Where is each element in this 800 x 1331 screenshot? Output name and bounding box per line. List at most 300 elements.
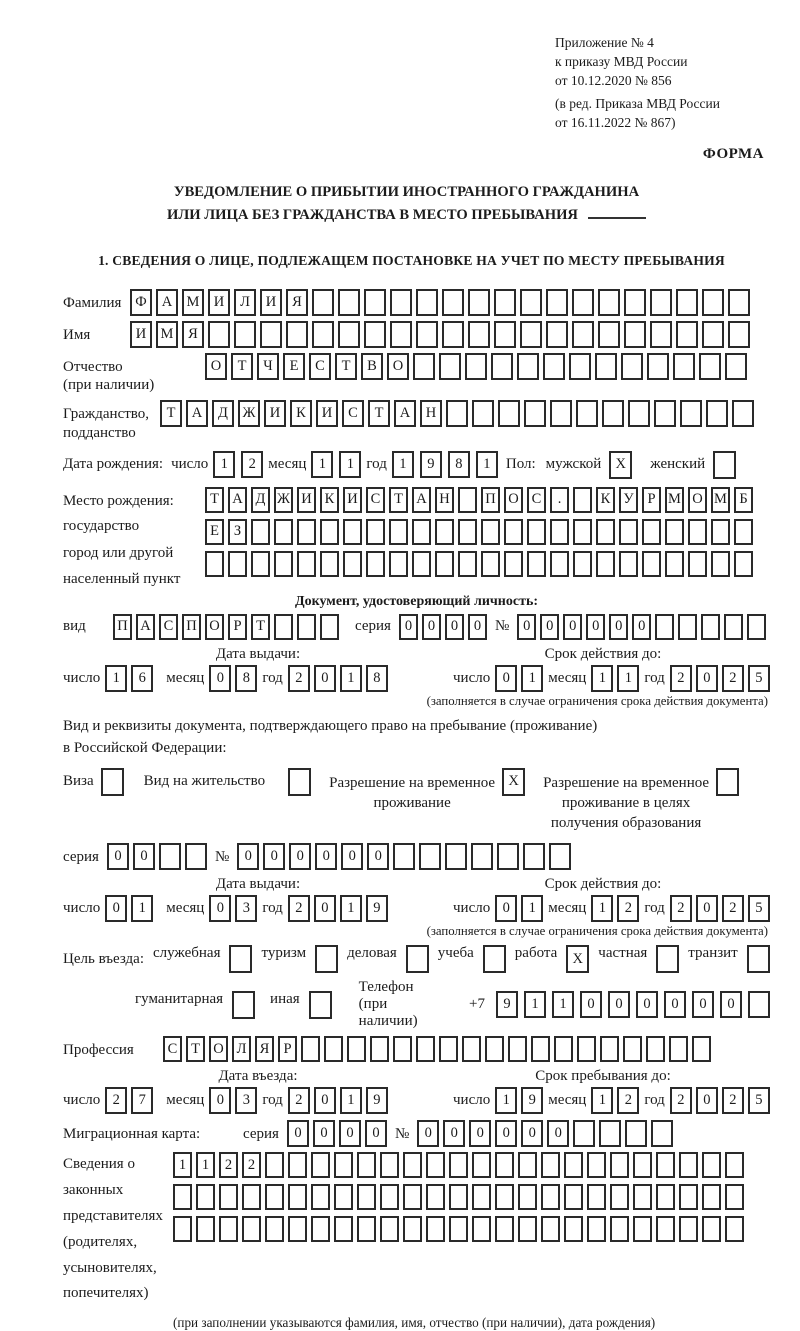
char-cell[interactable]: 5 [748,895,770,922]
char-cell[interactable]: Ж [238,400,260,427]
char-cell[interactable] [546,289,568,316]
char-cell[interactable]: 0 [696,895,718,922]
char-cell[interactable] [713,451,736,479]
char-cell[interactable]: 0 [608,991,630,1018]
char-cell[interactable]: 0 [563,614,582,640]
doc-issue-day[interactable] [105,665,153,692]
doc-number-input[interactable] [517,614,766,640]
char-cell[interactable] [251,551,270,577]
char-cell[interactable]: 2 [722,1087,744,1114]
char-cell[interactable]: 1 [340,665,362,692]
char-cell[interactable] [366,519,385,545]
char-cell[interactable]: 0 [399,614,418,640]
char-cell[interactable]: 3 [235,895,257,922]
permit-valid-month[interactable] [591,895,639,922]
char-cell[interactable] [205,551,224,577]
char-cell[interactable]: 9 [521,1087,543,1114]
char-cell[interactable]: П [182,614,201,640]
char-cell[interactable] [587,1216,606,1242]
char-cell[interactable] [288,1152,307,1178]
char-cell[interactable] [426,1152,445,1178]
char-cell[interactable]: 0 [517,614,536,640]
char-cell[interactable] [311,1184,330,1210]
char-cell[interactable] [748,991,770,1018]
char-cell[interactable] [338,321,360,348]
char-cell[interactable] [520,289,542,316]
char-cell[interactable] [185,843,207,870]
doc-series-input[interactable] [399,614,487,640]
char-cell[interactable]: 1 [173,1152,192,1178]
char-cell[interactable] [159,843,181,870]
char-cell[interactable]: 9 [366,895,388,922]
char-cell[interactable]: К [320,487,339,513]
char-cell[interactable] [196,1216,215,1242]
char-cell[interactable] [676,321,698,348]
char-cell[interactable]: 0 [209,895,231,922]
char-cell[interactable] [286,321,308,348]
char-cell[interactable] [472,1184,491,1210]
char-cell[interactable] [364,289,386,316]
entry-year[interactable] [288,1087,388,1114]
char-cell[interactable] [491,353,513,380]
char-cell[interactable] [642,551,661,577]
char-cell[interactable] [468,321,490,348]
char-cell[interactable]: 9 [496,991,518,1018]
char-cell[interactable]: 0 [315,843,337,870]
char-cell[interactable] [656,1184,675,1210]
char-cell[interactable]: 0 [313,1120,335,1147]
char-cell[interactable] [426,1216,445,1242]
char-cell[interactable]: . [550,487,569,513]
char-cell[interactable]: X [609,451,632,479]
doc-valid-day[interactable] [495,665,543,692]
char-cell[interactable]: 2 [288,1087,310,1114]
char-cell[interactable]: О [205,614,224,640]
char-cell[interactable]: 0 [696,665,718,692]
char-cell[interactable]: 0 [586,614,605,640]
char-cell[interactable] [625,1120,647,1147]
char-cell[interactable]: 0 [367,843,389,870]
char-cell[interactable] [549,843,571,870]
char-cell[interactable] [406,945,429,973]
char-cell[interactable] [173,1184,192,1210]
char-cell[interactable] [732,400,754,427]
char-cell[interactable] [572,321,594,348]
char-cell[interactable] [518,1184,537,1210]
char-cell[interactable] [234,321,256,348]
char-cell[interactable]: Н [435,487,454,513]
char-cell[interactable] [680,400,702,427]
char-cell[interactable]: А [228,487,247,513]
char-cell[interactable]: 0 [105,895,127,922]
char-cell[interactable]: Я [286,289,308,316]
char-cell[interactable] [679,1216,698,1242]
char-cell[interactable] [669,1036,688,1062]
char-cell[interactable]: К [290,400,312,427]
char-cell[interactable] [320,614,339,640]
char-cell[interactable]: 2 [105,1087,127,1114]
char-cell[interactable] [701,614,720,640]
char-cell[interactable] [550,519,569,545]
char-cell[interactable]: 0 [495,665,517,692]
char-cell[interactable]: 2 [241,451,263,478]
char-cell[interactable] [442,321,464,348]
char-cell[interactable]: С [366,487,385,513]
char-cell[interactable] [393,843,415,870]
char-cell[interactable] [334,1184,353,1210]
char-cell[interactable] [311,1216,330,1242]
char-cell[interactable]: 1 [340,1087,362,1114]
char-cell[interactable]: Т [186,1036,205,1062]
char-cell[interactable] [380,1152,399,1178]
char-cell[interactable] [462,1036,481,1062]
char-cell[interactable] [725,1216,744,1242]
char-cell[interactable]: Р [278,1036,297,1062]
doc-issue-year[interactable] [288,665,388,692]
char-cell[interactable] [624,321,646,348]
char-cell[interactable] [347,1036,366,1062]
visa-checkbox[interactable] [101,768,124,796]
char-cell[interactable] [577,1036,596,1062]
char-cell[interactable] [546,321,568,348]
char-cell[interactable] [598,321,620,348]
char-cell[interactable] [208,321,230,348]
char-cell[interactable] [595,353,617,380]
char-cell[interactable]: 0 [341,843,363,870]
char-cell[interactable] [265,1216,284,1242]
char-cell[interactable]: 0 [664,991,686,1018]
char-cell[interactable]: В [361,353,383,380]
phone-input[interactable] [494,991,770,1018]
char-cell[interactable] [229,945,252,973]
char-cell[interactable] [366,551,385,577]
char-cell[interactable] [389,519,408,545]
char-cell[interactable] [274,519,293,545]
char-cell[interactable]: 0 [365,1120,387,1147]
char-cell[interactable] [517,353,539,380]
char-cell[interactable] [449,1216,468,1242]
char-cell[interactable]: 1 [591,665,613,692]
char-cell[interactable] [655,614,674,640]
char-cell[interactable]: 0 [468,614,487,640]
char-cell[interactable] [524,400,546,427]
char-cell[interactable]: 0 [636,991,658,1018]
char-cell[interactable]: И [208,289,230,316]
char-cell[interactable] [728,321,750,348]
char-cell[interactable] [334,1216,353,1242]
stay-year[interactable] [670,1087,770,1114]
char-cell[interactable] [656,1152,675,1178]
char-cell[interactable]: 0 [692,991,714,1018]
birth-month-input[interactable] [311,451,361,478]
char-cell[interactable] [702,321,724,348]
char-cell[interactable] [619,519,638,545]
char-cell[interactable] [564,1184,583,1210]
char-cell[interactable] [679,1184,698,1210]
char-cell[interactable] [472,1216,491,1242]
char-cell[interactable]: Е [283,353,305,380]
char-cell[interactable]: 6 [131,665,153,692]
char-cell[interactable] [324,1036,343,1062]
char-cell[interactable] [357,1216,376,1242]
char-cell[interactable] [651,1120,673,1147]
char-cell[interactable]: 1 [131,895,153,922]
char-cell[interactable] [442,289,464,316]
char-cell[interactable] [598,289,620,316]
char-cell[interactable]: 2 [670,895,692,922]
char-cell[interactable]: И [297,487,316,513]
char-cell[interactable]: И [316,400,338,427]
char-cell[interactable]: Ж [274,487,293,513]
patronymic-input[interactable] [205,353,747,380]
char-cell[interactable] [628,400,650,427]
char-cell[interactable] [228,551,247,577]
entry-month[interactable] [209,1087,257,1114]
char-cell[interactable] [439,1036,458,1062]
char-cell[interactable]: З [228,519,247,545]
char-cell[interactable] [390,289,412,316]
char-cell[interactable] [343,551,362,577]
char-cell[interactable] [621,353,643,380]
purpose-work-checkbox[interactable] [564,945,589,973]
char-cell[interactable]: 1 [213,451,235,478]
char-cell[interactable]: 0 [696,1087,718,1114]
doc-valid-year[interactable] [670,665,770,692]
char-cell[interactable] [364,321,386,348]
char-cell[interactable] [439,353,461,380]
char-cell[interactable] [416,289,438,316]
char-cell[interactable]: Т [335,353,357,380]
char-cell[interactable]: 0 [540,614,559,640]
char-cell[interactable]: 1 [552,991,574,1018]
char-cell[interactable]: 8 [448,451,470,478]
char-cell[interactable]: 9 [420,451,442,478]
birth-year-input[interactable] [392,451,498,478]
char-cell[interactable]: О [504,487,523,513]
char-cell[interactable]: 0 [422,614,441,640]
char-cell[interactable] [481,519,500,545]
char-cell[interactable] [403,1184,422,1210]
char-cell[interactable]: 2 [242,1152,261,1178]
char-cell[interactable] [504,519,523,545]
char-cell[interactable] [596,551,615,577]
char-cell[interactable]: 1 [521,665,543,692]
permit-number-input[interactable] [237,843,571,870]
char-cell[interactable] [699,353,721,380]
char-cell[interactable] [274,614,293,640]
char-cell[interactable]: 2 [617,1087,639,1114]
char-cell[interactable]: О [205,353,227,380]
char-cell[interactable]: 1 [591,1087,613,1114]
char-cell[interactable] [380,1216,399,1242]
char-cell[interactable] [599,1120,621,1147]
char-cell[interactable] [725,1184,744,1210]
purpose-tourism-checkbox[interactable] [313,945,338,973]
char-cell[interactable]: 0 [417,1120,439,1147]
representatives-line2-input[interactable] [173,1184,744,1210]
permit-valid-year[interactable] [670,895,770,922]
char-cell[interactable] [711,519,730,545]
char-cell[interactable]: 0 [263,843,285,870]
char-cell[interactable]: М [182,289,204,316]
char-cell[interactable]: 0 [443,1120,465,1147]
doc-issue-month[interactable] [209,665,257,692]
purpose-transit-checkbox[interactable] [745,945,770,973]
char-cell[interactable] [550,551,569,577]
char-cell[interactable]: 5 [748,1087,770,1114]
char-cell[interactable] [642,519,661,545]
char-cell[interactable] [624,289,646,316]
char-cell[interactable] [472,400,494,427]
char-cell[interactable]: 0 [720,991,742,1018]
char-cell[interactable]: 0 [580,991,602,1018]
char-cell[interactable] [602,400,624,427]
purpose-study-checkbox[interactable] [481,945,506,973]
char-cell[interactable]: 2 [722,895,744,922]
char-cell[interactable] [706,400,728,427]
char-cell[interactable] [734,551,753,577]
char-cell[interactable]: А [412,487,431,513]
char-cell[interactable] [665,551,684,577]
char-cell[interactable]: Я [255,1036,274,1062]
profession-input[interactable] [163,1036,711,1062]
char-cell[interactable]: 2 [288,665,310,692]
char-cell[interactable] [274,551,293,577]
char-cell[interactable]: 1 [392,451,414,478]
firstname-input[interactable] [130,321,750,348]
char-cell[interactable] [315,945,338,973]
permit-issue-month[interactable] [209,895,257,922]
char-cell[interactable]: С [342,400,364,427]
char-cell[interactable] [688,551,707,577]
char-cell[interactable]: 1 [105,665,127,692]
permit-valid-day[interactable] [495,895,543,922]
char-cell[interactable] [508,1036,527,1062]
char-cell[interactable]: О [387,353,409,380]
char-cell[interactable]: 0 [209,1087,231,1114]
char-cell[interactable]: 0 [339,1120,361,1147]
char-cell[interactable] [251,519,270,545]
char-cell[interactable] [619,551,638,577]
char-cell[interactable] [370,1036,389,1062]
char-cell[interactable]: Т [389,487,408,513]
char-cell[interactable] [623,1036,642,1062]
char-cell[interactable] [338,289,360,316]
char-cell[interactable]: 2 [219,1152,238,1178]
char-cell[interactable]: 2 [722,665,744,692]
char-cell[interactable] [416,321,438,348]
char-cell[interactable] [573,519,592,545]
char-cell[interactable] [288,768,311,796]
stay-month[interactable] [591,1087,639,1114]
char-cell[interactable] [219,1216,238,1242]
char-cell[interactable]: Т [251,614,270,640]
char-cell[interactable] [494,289,516,316]
char-cell[interactable]: Т [205,487,224,513]
doc-valid-month[interactable] [591,665,639,692]
purpose-private-checkbox[interactable] [654,945,679,973]
char-cell[interactable]: У [619,487,638,513]
char-cell[interactable] [564,1216,583,1242]
char-cell[interactable]: X [502,768,525,796]
char-cell[interactable]: 9 [366,1087,388,1114]
char-cell[interactable]: 1 [521,895,543,922]
char-cell[interactable]: 3 [235,1087,257,1114]
char-cell[interactable]: 0 [287,1120,309,1147]
char-cell[interactable] [747,614,766,640]
char-cell[interactable]: О [209,1036,228,1062]
char-cell[interactable]: Н [420,400,442,427]
migration-series-input[interactable] [287,1120,387,1147]
char-cell[interactable]: А [156,289,178,316]
char-cell[interactable] [312,289,334,316]
char-cell[interactable] [260,321,282,348]
char-cell[interactable] [587,1152,606,1178]
char-cell[interactable] [288,1184,307,1210]
char-cell[interactable] [576,400,598,427]
char-cell[interactable] [101,768,124,796]
char-cell[interactable]: Я [182,321,204,348]
char-cell[interactable] [504,551,523,577]
char-cell[interactable] [413,353,435,380]
birth-day-input[interactable] [213,451,263,478]
char-cell[interactable]: К [596,487,615,513]
entry-day[interactable] [105,1087,153,1114]
char-cell[interactable]: 1 [311,451,333,478]
char-cell[interactable] [573,551,592,577]
char-cell[interactable] [494,321,516,348]
char-cell[interactable]: И [260,289,282,316]
char-cell[interactable]: М [665,487,684,513]
char-cell[interactable]: Д [212,400,234,427]
char-cell[interactable]: Р [642,487,661,513]
char-cell[interactable] [498,400,520,427]
char-cell[interactable]: Д [251,487,270,513]
char-cell[interactable] [573,1120,595,1147]
char-cell[interactable] [656,1216,675,1242]
char-cell[interactable] [219,1184,238,1210]
char-cell[interactable] [357,1184,376,1210]
char-cell[interactable] [312,321,334,348]
char-cell[interactable] [419,843,441,870]
char-cell[interactable] [311,1152,330,1178]
char-cell[interactable] [471,843,493,870]
char-cell[interactable] [679,1152,698,1178]
char-cell[interactable]: Т [160,400,182,427]
char-cell[interactable] [483,945,506,973]
char-cell[interactable] [678,614,697,640]
permit-issue-year[interactable] [288,895,388,922]
purpose-humanitarian-checkbox[interactable] [230,991,255,1019]
char-cell[interactable] [610,1152,629,1178]
char-cell[interactable]: 0 [521,1120,543,1147]
char-cell[interactable] [518,1152,537,1178]
char-cell[interactable] [320,551,339,577]
char-cell[interactable]: Т [368,400,390,427]
stay-day[interactable] [495,1087,543,1114]
char-cell[interactable] [242,1184,261,1210]
char-cell[interactable]: И [130,321,152,348]
char-cell[interactable]: 1 [617,665,639,692]
char-cell[interactable] [673,353,695,380]
char-cell[interactable]: М [156,321,178,348]
char-cell[interactable] [297,614,316,640]
char-cell[interactable]: 0 [314,1087,336,1114]
char-cell[interactable] [596,519,615,545]
char-cell[interactable] [380,1184,399,1210]
char-cell[interactable]: 2 [617,895,639,922]
char-cell[interactable]: Т [231,353,253,380]
